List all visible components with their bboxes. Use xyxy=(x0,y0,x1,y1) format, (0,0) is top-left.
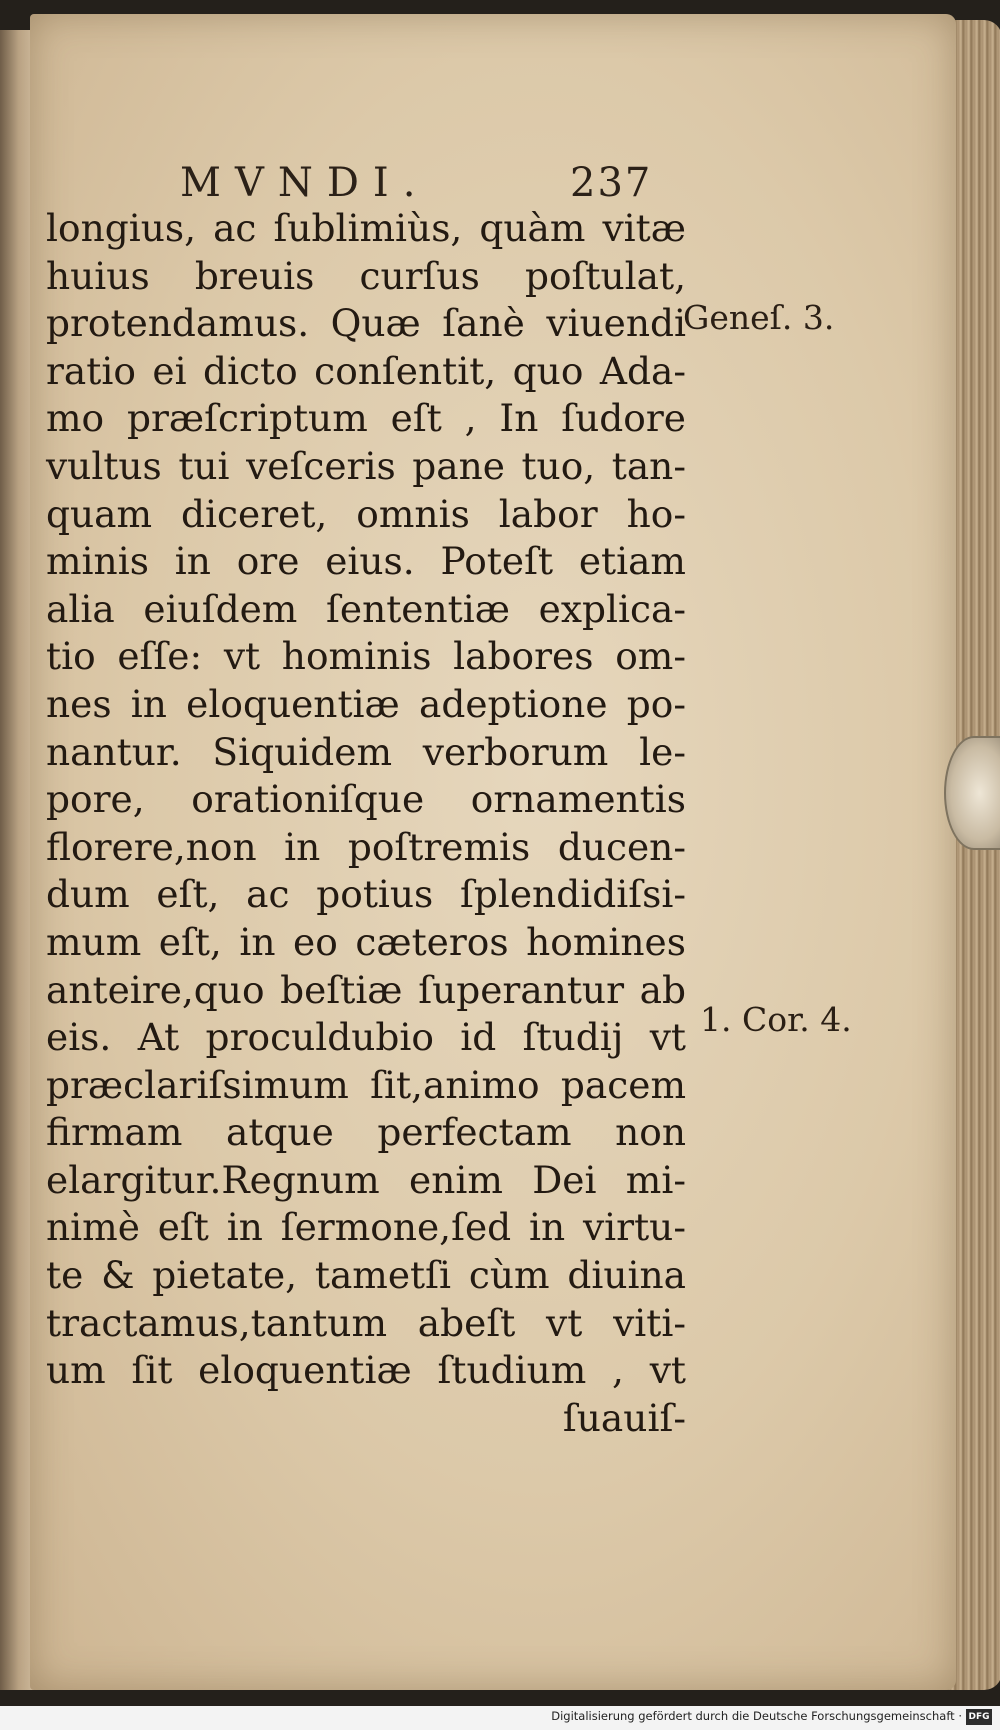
text-line: nimè eſt in ſermone,ſed in virtu- xyxy=(46,1205,686,1250)
text-line: florere,non in poſtremis ducen- xyxy=(46,824,686,869)
text-line: pore, orationiſque ornamentis xyxy=(46,777,686,822)
page-clip xyxy=(944,736,1000,850)
text-line: longius, ac ſublimiùs, quàm vitæ xyxy=(46,206,686,250)
text-line: minis in ore eius. Poteſt etiam xyxy=(46,539,686,584)
text-line: quam diceret, omnis labor ho- xyxy=(46,491,686,536)
text-line: huius breuis curſus poſtulat, xyxy=(46,253,686,298)
text-line: vultus tui veſceris pane tuo, tan- xyxy=(46,443,686,488)
text-line: um ſit eloquentiæ ſtudium , vt xyxy=(46,1348,686,1393)
text-line: nantur. Siquidem verborum le- xyxy=(46,729,686,774)
footer-credit: Digitalisierung gefördert durch die Deutsche Forschungsgemeinschaft · xyxy=(551,1709,962,1723)
page-number: 237 xyxy=(570,160,653,206)
text-line: mum eſt, in eo cæteros homines xyxy=(46,919,686,964)
dfg-logo: DFG xyxy=(966,1709,992,1725)
text-line: eis. At proculdubio id ſtudij vt xyxy=(46,1015,686,1060)
text-line: te & pietate, tametſi cùm diuina xyxy=(46,1253,686,1298)
text-line: nes in eloquentiæ adeptione po- xyxy=(46,681,686,726)
catchword: ſuauiſ- xyxy=(562,1395,686,1440)
text-line: anteire,quo beſtiæ ſuperantur ab xyxy=(46,967,686,1012)
text-line: dum eſt, ac potius ſplendidiſsi- xyxy=(46,872,686,917)
text-line: mo præſcriptum eſt , In ſudore xyxy=(46,396,686,441)
marginal-note-corinthians: 1. Cor. 4. xyxy=(700,1000,852,1039)
text-line: tio eſſe: vt hominis labores om- xyxy=(46,634,686,679)
running-head-title: MVNDI. xyxy=(180,160,430,206)
text-line: firmam atque perfectam non xyxy=(46,1110,686,1155)
text-line: tractamus,tantum abeſt vt viti- xyxy=(46,1300,686,1345)
text-line: protendamus. Quæ ſanè viuendi xyxy=(46,301,686,346)
text-line: elargitur.Regnum enim Dei mi- xyxy=(46,1157,686,1202)
body-text xyxy=(46,205,686,1442)
text-line: præclariſsimum ſit,animo pacem xyxy=(46,1062,686,1107)
text-line: alia eiuſdem ſententiæ explica- xyxy=(46,586,686,631)
marginal-note-genesis: Geneſ. 3. xyxy=(683,298,835,337)
text-line: ratio ei dicto conſentit, quo Ada- xyxy=(46,348,686,393)
